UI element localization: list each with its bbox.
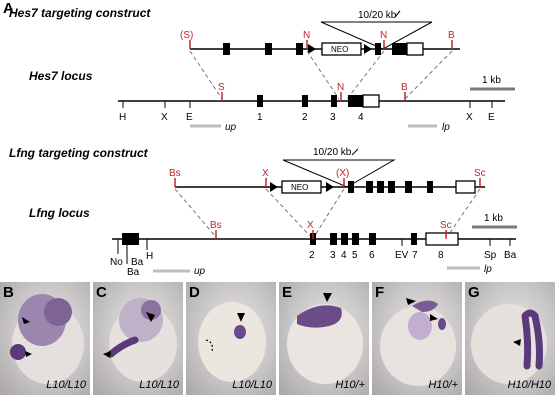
lfng-site-sp: Sp — [484, 250, 497, 261]
hes7-locus-site-b: B — [401, 82, 408, 93]
lfng-site-ba3: Ba — [504, 250, 517, 261]
panel-genotype: H10/+ — [335, 379, 365, 391]
hes7-site-e2: E — [488, 112, 495, 123]
embryo-photo-row — [0, 282, 555, 395]
hes7-exon-number: 3 — [330, 112, 336, 123]
lfng-construct-exon — [348, 181, 354, 193]
lfng-loxp-arrow — [326, 182, 334, 192]
hes7-insert-label: 10/20 kb — [358, 10, 397, 21]
embryo-panel-e — [279, 282, 369, 395]
hes7-locus-exon — [331, 95, 337, 107]
lfng-site-ev: EV — [395, 250, 409, 261]
embryo-panel-b — [0, 282, 90, 395]
hes7-construct-exon — [223, 43, 230, 55]
hes7-homology-lines — [190, 51, 452, 99]
lfng-site-x: X — [262, 168, 269, 179]
hes7-loxp-arrow — [364, 44, 372, 54]
lfng-locus-exon1 — [122, 233, 139, 245]
hes7-exon-number: 2 — [302, 112, 308, 123]
lfng-locus-utr — [426, 233, 458, 245]
lfng-probe-up-label: up — [194, 266, 206, 277]
embryo-panel-g — [465, 282, 555, 395]
hes7-locus-site-n: N — [337, 82, 345, 93]
lfng-locus-site-sc: Sc — [440, 220, 452, 231]
arrowhead-icon — [103, 351, 111, 358]
hes7-scale-label: 1 kb — [482, 75, 501, 86]
hes7-construct-exon — [265, 43, 272, 55]
lfng-scale-label: 1 kb — [484, 213, 503, 224]
panel-a-letter: A — [3, 0, 14, 17]
panel-letter: G — [468, 284, 480, 301]
hes7-construct-exon — [375, 43, 381, 55]
lfng-loxp-arrow — [270, 182, 278, 192]
embryo-panel-d — [186, 282, 276, 395]
lfng-site-no: No — [110, 257, 123, 268]
panel-letter: B — [3, 284, 14, 301]
lfng-site-x-paren: (X) — [336, 168, 350, 179]
hes7-locus — [29, 69, 515, 133]
lfng-construct-exon — [377, 181, 384, 193]
lfng-construct-exon — [366, 181, 373, 193]
lfng-site-ba2: Ba — [127, 267, 140, 278]
hes7-locus-exon — [302, 95, 308, 107]
hes7-probe-up-label: up — [225, 122, 237, 133]
panel-genotype: H10/H10 — [507, 379, 551, 391]
lfng-locus-exon — [411, 233, 417, 245]
arrowhead-icon — [406, 298, 416, 305]
lfng-construct-exon — [427, 181, 433, 193]
hes7-site-e: E — [186, 112, 193, 123]
lfng-locus-exon — [369, 233, 376, 245]
hes7-locus-title: Hes7 locus — [29, 69, 93, 83]
hes7-site-x: X — [161, 112, 168, 123]
lfng-insert-label: 10/20 kb — [313, 147, 352, 158]
lfng-exon-number: 2 — [309, 250, 315, 261]
hes7-exon-number: 1 — [257, 112, 263, 123]
lfng-site-bs: Bs — [169, 168, 181, 179]
hes7-site-h: H — [119, 112, 127, 123]
hes7-neo-label: NEO — [331, 45, 349, 54]
hes7-locus-exon4 — [348, 95, 363, 107]
lfng-site-h: H — [146, 251, 154, 262]
hes7-construct-utr — [407, 43, 423, 55]
panel-genotype: L10/L10 — [232, 379, 272, 391]
hes7-locus-site-s: S — [218, 82, 225, 93]
embryo-panel-c — [93, 282, 183, 395]
hes7-construct-exon — [296, 43, 303, 55]
lfng-site-ba: Ba — [131, 257, 144, 268]
panel-genotype: L10/L10 — [46, 379, 86, 391]
panel-genotype: L10/L10 — [139, 379, 179, 391]
lfng-locus-site-x: X — [307, 220, 314, 231]
panel-genotype: H10/+ — [428, 379, 458, 391]
lfng-exon-number: 4 — [341, 250, 347, 261]
lfng-locus — [29, 206, 517, 278]
hes7-loxp-arrow — [308, 44, 316, 54]
hes7-construct-title: Hes7 targeting construct — [9, 6, 151, 20]
lfng-locus-exon — [341, 233, 348, 245]
lfng-locus-title: Lfng locus — [29, 206, 90, 220]
lfng-site-sc: Sc — [474, 168, 486, 179]
panel-letter: D — [189, 284, 200, 301]
lfng-exon-number: 3 — [330, 250, 336, 261]
hes7-probe-lp-label: lp — [442, 122, 450, 133]
lfng-construct-title: Lfng targeting construct — [9, 146, 148, 160]
panel-letter: E — [282, 284, 293, 301]
lfng-exon-number: 8 — [438, 250, 444, 261]
hes7-site-s-paren: (S) — [180, 30, 194, 41]
hes7-construct — [9, 6, 460, 55]
lfng-probe-lp-label: lp — [484, 264, 492, 275]
lfng-construct-exon — [405, 181, 412, 193]
hes7-site-b: B — [448, 30, 455, 41]
hes7-exon-number: 4 — [358, 112, 364, 123]
lfng-locus-exon — [330, 233, 337, 245]
hes7-locus-exon — [257, 95, 263, 107]
lfng-locus-site-bs: Bs — [210, 220, 222, 231]
lfng-construct-exon — [388, 181, 395, 193]
hes7-site-x2: X — [466, 112, 473, 123]
panel-letter: C — [96, 284, 107, 301]
arrowhead-icon — [323, 293, 332, 302]
lfng-locus-exon — [352, 233, 359, 245]
lfng-construct — [9, 146, 486, 193]
hes7-construct-exon4 — [392, 43, 407, 55]
hes7-locus-utr — [363, 95, 379, 107]
lfng-neo-label: NEO — [291, 183, 309, 192]
hes7-site-n2: N — [380, 30, 388, 41]
panel-letter: F — [375, 284, 385, 301]
hes7-site-n1: N — [303, 30, 311, 41]
lfng-construct-utr — [456, 181, 475, 193]
embryo-panel-f — [372, 282, 462, 395]
lfng-exon-number: 5 — [352, 250, 358, 261]
lfng-exon-number: 7 — [412, 250, 418, 261]
lfng-exon-number: 6 — [369, 250, 375, 261]
